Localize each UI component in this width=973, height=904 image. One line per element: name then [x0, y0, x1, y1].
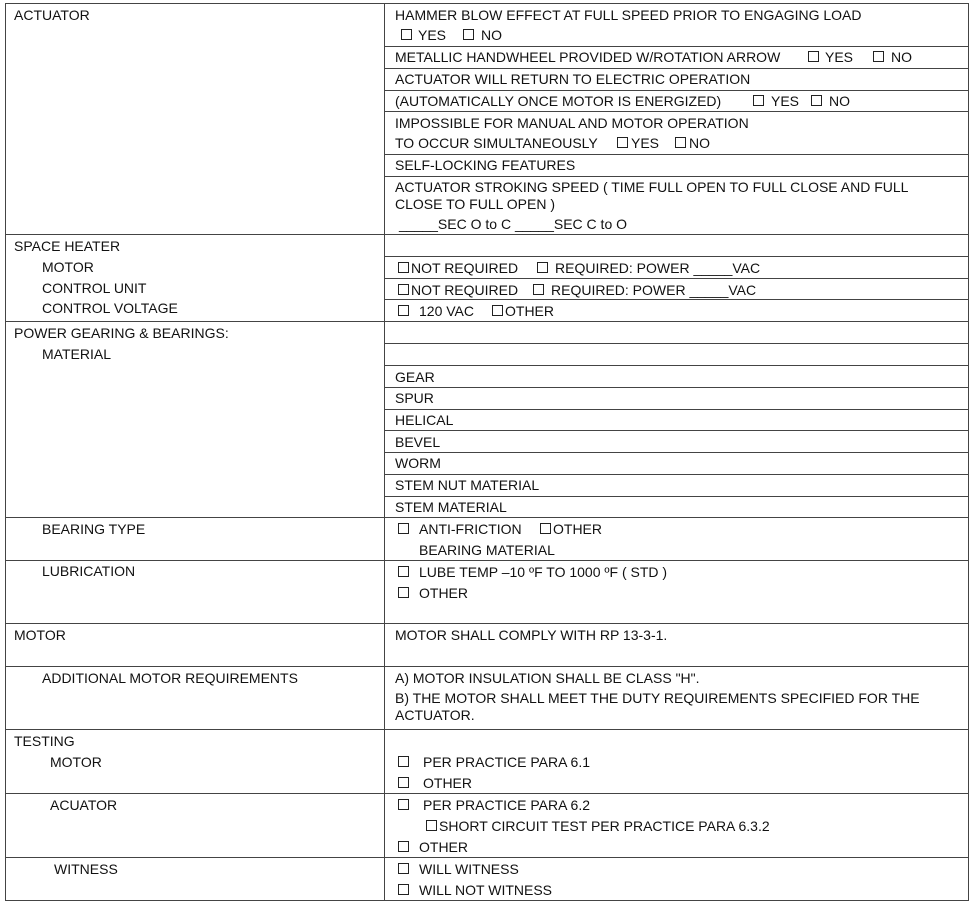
self-locking-text: SELF-LOCKING FEATURES	[395, 157, 576, 173]
sep-gearing	[5, 321, 969, 322]
bearing-type-label: BEARING TYPE	[42, 521, 146, 537]
simultaneous-no-checkbox[interactable]	[675, 137, 686, 148]
voltage-120-checkbox[interactable]	[398, 305, 409, 316]
stroking-seconds-fields[interactable]: _____SEC O to C _____SEC C to O	[399, 216, 628, 232]
gearing-label: POWER GEARING & BEARINGS:	[14, 325, 229, 341]
simultaneous-yes-label: YES	[631, 135, 660, 151]
testing-witness-label: WITNESS	[54, 861, 118, 877]
hammer-blow-text: HAMMER BLOW EFFECT AT FULL SPEED PRIOR TO ENGAGING LOAD	[395, 7, 862, 23]
row-sep	[384, 90, 969, 91]
row-sep	[384, 278, 969, 279]
lubrication-label: LUBRICATION	[42, 563, 136, 579]
auto-energized-yes-checkbox[interactable]	[753, 95, 764, 106]
bearing-material-label: BEARING MATERIAL	[419, 542, 555, 558]
heater-control-not-required-checkbox[interactable]	[398, 284, 409, 295]
motor-comply-text: MOTOR SHALL COMPLY WITH RP 13-3-1.	[395, 627, 668, 643]
actuator-label: ACTUATOR	[14, 7, 90, 23]
voltage-other-label: OTHER	[505, 303, 554, 319]
heater-motor-not-required-label: NOT REQUIRED	[411, 260, 519, 276]
worm-label: WORM	[395, 455, 441, 471]
sep-motor	[5, 623, 969, 624]
short-circuit-label: SHORT CIRCUIT TEST PER PRACTICE PARA 6.3.2	[439, 818, 770, 834]
anti-friction-checkbox[interactable]	[398, 523, 409, 534]
motor-test-other-checkbox[interactable]	[398, 777, 409, 788]
sep-space-heater	[5, 234, 969, 235]
lube-other-label: OTHER	[419, 585, 468, 601]
row-sep	[384, 365, 969, 366]
heater-motor-not-required-checkbox[interactable]	[398, 262, 409, 273]
space-heater-motor-label: MOTOR	[42, 259, 94, 275]
testing-label: TESTING	[14, 733, 75, 749]
handwheel-no-checkbox[interactable]	[873, 51, 884, 62]
auto-energized-yes-label: YES	[771, 93, 800, 109]
handwheel-yes-checkbox[interactable]	[808, 51, 819, 62]
space-heater-label: SPACE HEATER	[14, 238, 121, 254]
will-not-witness-label: WILL NOT WITNESS	[419, 882, 553, 898]
bearing-other-checkbox[interactable]	[540, 523, 551, 534]
space-heater-control-voltage-label: CONTROL VOLTAGE	[42, 300, 178, 316]
sep-bearing-type	[5, 517, 969, 518]
acuator-para62-label: PER PRACTICE PARA 6.2	[423, 797, 591, 813]
row-sep	[384, 111, 969, 112]
motor-requirement-a: A) MOTOR INSULATION SHALL BE CLASS "H".	[395, 670, 700, 686]
sep-testing	[5, 729, 969, 730]
voltage-120-label: 120 VAC	[419, 303, 474, 319]
row-sep	[384, 68, 969, 69]
material-label: MATERIAL	[42, 346, 111, 362]
simultaneously-text: TO OCCUR SIMULTANEOUSLY	[395, 135, 598, 151]
lube-temp-label: LUBE TEMP –10 ºF TO 1000 ºF ( STD )	[419, 564, 668, 580]
motor-requirement-b-line2: ACTUATOR.	[395, 707, 475, 723]
simultaneous-no-label: NO	[689, 135, 710, 151]
will-witness-label: WILL WITNESS	[419, 861, 519, 877]
bearing-other-label: OTHER	[553, 521, 602, 537]
lube-temp-checkbox[interactable]	[398, 566, 409, 577]
acuator-test-other-checkbox[interactable]	[398, 841, 409, 852]
motor-test-other-label: OTHER	[423, 775, 472, 791]
frame-bottom	[5, 900, 969, 901]
row-sep	[384, 256, 969, 257]
lube-other-checkbox[interactable]	[398, 587, 409, 598]
motor-requirement-b-line1: B) THE MOTOR SHALL MEET THE DUTY REQUIREMENTS SPECIFIED FOR THE	[395, 690, 920, 706]
spur-label: SPUR	[395, 390, 434, 406]
short-circuit-checkbox[interactable]	[426, 820, 437, 831]
handwheel-no-label: NO	[891, 49, 912, 65]
heater-control-required-label: REQUIRED: POWER _____VAC	[551, 282, 757, 298]
row-sep	[384, 387, 969, 388]
row-sep	[384, 343, 969, 344]
motor-para61-label: PER PRACTICE PARA 6.1	[423, 754, 591, 770]
handwheel-yes-label: YES	[825, 49, 854, 65]
bevel-label: BEVEL	[395, 434, 441, 450]
heater-control-required-checkbox[interactable]	[533, 284, 544, 295]
motor-label: MOTOR	[14, 627, 66, 643]
sep-witness	[5, 857, 969, 858]
acuator-test-other-label: OTHER	[419, 839, 468, 855]
sep-lubrication	[5, 560, 969, 561]
sep-additional	[5, 666, 969, 667]
stroking-speed-line1: ACTUATOR STROKING SPEED ( TIME FULL OPEN TO FULL CLOSE AND FULL	[395, 179, 909, 195]
row-sep	[384, 299, 969, 300]
hammer-blow-no-label: NO	[481, 27, 502, 43]
auto-energized-no-checkbox[interactable]	[811, 95, 822, 106]
heater-motor-required-label: REQUIRED: POWER _____VAC	[555, 260, 761, 276]
hammer-blow-yes-checkbox[interactable]	[401, 29, 412, 40]
hammer-blow-yes-label: YES	[418, 27, 447, 43]
sep-acuator	[5, 793, 969, 794]
hammer-blow-no-checkbox[interactable]	[463, 29, 474, 40]
helical-label: HELICAL	[395, 412, 454, 428]
voltage-other-checkbox[interactable]	[492, 305, 503, 316]
row-sep	[384, 154, 969, 155]
heater-motor-required-checkbox[interactable]	[537, 262, 548, 273]
simultaneous-yes-checkbox[interactable]	[617, 137, 628, 148]
return-electric-text: ACTUATOR WILL RETURN TO ELECTRIC OPERATION	[395, 71, 751, 87]
will-not-witness-checkbox[interactable]	[398, 884, 409, 895]
additional-motor-label: ADDITIONAL MOTOR REQUIREMENTS	[42, 670, 298, 686]
row-sep	[384, 409, 969, 410]
row-sep	[384, 46, 969, 47]
row-sep	[384, 496, 969, 497]
space-heater-control-unit-label: CONTROL UNIT	[42, 280, 147, 296]
auto-energized-text: (AUTOMATICALLY ONCE MOTOR IS ENERGIZED)	[395, 93, 722, 109]
frame-left	[5, 3, 6, 901]
auto-energized-no-label: NO	[829, 93, 850, 109]
stem-nut-material-label: STEM NUT MATERIAL	[395, 477, 540, 493]
row-sep	[384, 452, 969, 453]
anti-friction-label: ANTI-FRICTION	[419, 521, 522, 537]
impossible-manual-text: IMPOSSIBLE FOR MANUAL AND MOTOR OPERATION	[395, 115, 749, 131]
handwheel-text: METALLIC HANDWHEEL PROVIDED W/ROTATION ARROW	[395, 49, 781, 65]
heater-control-not-required-label: NOT REQUIRED	[411, 282, 519, 298]
testing-acuator-label: ACUATOR	[50, 797, 118, 813]
row-sep	[384, 176, 969, 177]
motor-para61-checkbox[interactable]	[398, 756, 409, 767]
stem-material-label: STEM MATERIAL	[395, 499, 507, 515]
will-witness-checkbox[interactable]	[398, 863, 409, 874]
row-sep	[384, 474, 969, 475]
gear-label: GEAR	[395, 369, 435, 385]
acuator-para62-checkbox[interactable]	[398, 799, 409, 810]
stroking-speed-line2: CLOSE TO FULL OPEN )	[395, 196, 556, 212]
row-sep	[384, 430, 969, 431]
frame-top	[5, 3, 969, 4]
testing-motor-label: MOTOR	[50, 754, 102, 770]
